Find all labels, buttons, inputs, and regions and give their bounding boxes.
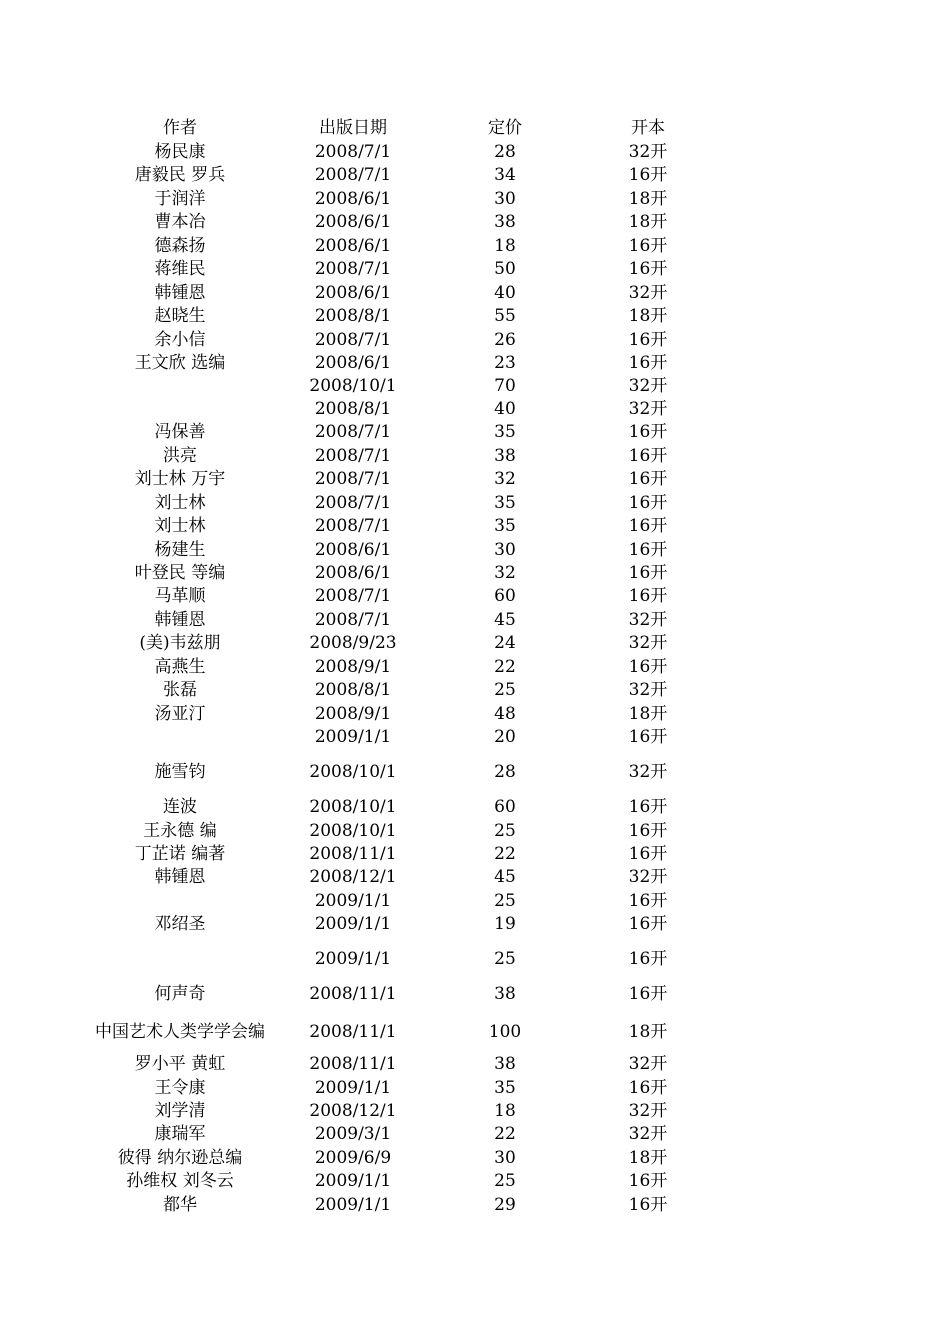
cell-price: 24 bbox=[494, 632, 516, 653]
cell-price: 29 bbox=[494, 1194, 516, 1215]
cell-author bbox=[90, 397, 270, 420]
cell-format: 16开 bbox=[628, 983, 668, 1004]
cell-author: 韩锺恩 bbox=[154, 609, 206, 630]
header-price: 定价 bbox=[488, 117, 522, 138]
table-row bbox=[0, 584, 950, 607]
table-row bbox=[0, 420, 950, 443]
table-row bbox=[0, 561, 950, 584]
table-row bbox=[0, 678, 950, 701]
table-row bbox=[0, 397, 950, 420]
cell-format: 16开 bbox=[628, 913, 668, 934]
cell-date: 2009/1/1 bbox=[314, 726, 392, 747]
cell-author: (美)韦兹朋 bbox=[139, 632, 221, 653]
cell-date: 2008/11/1 bbox=[309, 1053, 397, 1074]
table-row bbox=[0, 304, 950, 327]
cell-date: 2008/8/1 bbox=[314, 305, 392, 326]
cell-format: 16开 bbox=[628, 890, 668, 911]
cell-price: 22 bbox=[494, 656, 516, 677]
table-row bbox=[0, 257, 950, 280]
table-row bbox=[0, 1146, 950, 1169]
header-author: 作者 bbox=[163, 117, 197, 138]
table-row bbox=[0, 1076, 950, 1099]
cell-price: 60 bbox=[494, 585, 516, 606]
cell-format: 32开 bbox=[628, 679, 668, 700]
cell-price: 45 bbox=[494, 866, 516, 887]
cell-author: 马革顺 bbox=[154, 585, 206, 606]
cell-price: 28 bbox=[494, 761, 516, 782]
cell-date: 2008/10/1 bbox=[309, 796, 397, 817]
cell-date: 2008/12/1 bbox=[309, 1100, 397, 1121]
cell-price: 50 bbox=[494, 258, 516, 279]
cell-price: 25 bbox=[494, 820, 516, 841]
cell-author: 连波 bbox=[163, 796, 197, 817]
cell-date: 2008/7/1 bbox=[314, 492, 392, 513]
cell-date: 2009/3/1 bbox=[314, 1123, 392, 1144]
cell-format: 16开 bbox=[628, 468, 668, 489]
cell-date: 2008/9/1 bbox=[314, 656, 392, 677]
cell-author: 杨建生 bbox=[154, 539, 206, 560]
cell-date: 2008/7/1 bbox=[314, 141, 392, 162]
header-row bbox=[0, 116, 950, 139]
cell-date: 2009/1/1 bbox=[314, 913, 392, 934]
cell-author: 邓绍圣 bbox=[154, 913, 206, 934]
header-date: 出版日期 bbox=[319, 117, 387, 138]
cell-author: 刘士林 bbox=[154, 515, 206, 536]
table-row bbox=[0, 865, 950, 888]
cell-price: 18 bbox=[494, 235, 516, 256]
cell-format: 18开 bbox=[628, 1021, 668, 1042]
cell-date: 2008/6/1 bbox=[314, 235, 392, 256]
cell-price: 38 bbox=[494, 983, 516, 1004]
cell-author: 王令康 bbox=[154, 1077, 206, 1098]
cell-price: 32 bbox=[494, 468, 516, 489]
table-row bbox=[0, 187, 950, 210]
table-row bbox=[0, 444, 950, 467]
cell-author: 刘学清 bbox=[154, 1100, 206, 1121]
cell-price: 35 bbox=[494, 515, 516, 536]
cell-price: 70 bbox=[494, 375, 516, 396]
table-row bbox=[0, 281, 950, 304]
cell-price: 25 bbox=[494, 948, 516, 969]
cell-format: 16开 bbox=[628, 258, 668, 279]
cell-format: 18开 bbox=[628, 305, 668, 326]
table-row bbox=[0, 351, 950, 374]
cell-price: 30 bbox=[494, 188, 516, 209]
cell-author: 张磊 bbox=[163, 679, 197, 700]
cell-price: 25 bbox=[494, 679, 516, 700]
cell-price: 34 bbox=[494, 164, 516, 185]
table-row bbox=[0, 756, 950, 787]
cell-price: 40 bbox=[494, 398, 516, 419]
cell-author: 王文欣 选编 bbox=[134, 352, 226, 373]
cell-author: 德森扬 bbox=[154, 235, 206, 256]
cell-author: 于润洋 bbox=[154, 188, 206, 209]
cell-price: 40 bbox=[494, 282, 516, 303]
cell-price: 28 bbox=[494, 141, 516, 162]
cell-format: 16开 bbox=[628, 421, 668, 442]
cell-format: 18开 bbox=[628, 188, 668, 209]
table-row bbox=[0, 795, 950, 818]
cell-author: 都华 bbox=[163, 1194, 197, 1215]
cell-format: 32开 bbox=[628, 866, 668, 887]
cell-price: 30 bbox=[494, 539, 516, 560]
cell-format: 32开 bbox=[628, 375, 668, 396]
table-row bbox=[0, 538, 950, 561]
cell-date: 2008/10/1 bbox=[309, 375, 397, 396]
cell-date: 2008/6/1 bbox=[314, 562, 392, 583]
cell-price: 55 bbox=[494, 305, 516, 326]
cell-author bbox=[90, 374, 270, 397]
cell-format: 32开 bbox=[628, 141, 668, 162]
cell-date: 2008/11/1 bbox=[309, 1021, 397, 1042]
cell-date: 2008/6/1 bbox=[314, 188, 392, 209]
cell-date: 2008/7/1 bbox=[314, 258, 392, 279]
cell-date: 2008/9/23 bbox=[309, 632, 397, 653]
cell-date: 2009/6/9 bbox=[314, 1147, 392, 1168]
cell-author bbox=[90, 889, 270, 912]
cell-date: 2008/6/1 bbox=[314, 539, 392, 560]
cell-price: 19 bbox=[494, 913, 516, 934]
cell-format: 16开 bbox=[628, 585, 668, 606]
cell-format: 16开 bbox=[628, 352, 668, 373]
cell-price: 18 bbox=[494, 1100, 516, 1121]
table-row bbox=[0, 982, 950, 1005]
table-row bbox=[0, 1009, 950, 1054]
cell-format: 16开 bbox=[628, 492, 668, 513]
table-row bbox=[0, 943, 950, 974]
cell-price: 22 bbox=[494, 1123, 516, 1144]
table-row bbox=[0, 163, 950, 186]
cell-price: 48 bbox=[494, 703, 516, 724]
cell-format: 18开 bbox=[628, 211, 668, 232]
cell-format: 16开 bbox=[628, 1170, 668, 1191]
table-row bbox=[0, 725, 950, 748]
cell-date: 2008/9/1 bbox=[314, 703, 392, 724]
cell-author: 汤亚汀 bbox=[154, 703, 206, 724]
cell-format: 18开 bbox=[628, 1147, 668, 1168]
cell-author: 孙维权 刘冬云 bbox=[126, 1170, 234, 1191]
cell-price: 38 bbox=[494, 445, 516, 466]
cell-author: 高燕生 bbox=[154, 656, 206, 677]
cell-date: 2008/10/1 bbox=[309, 820, 397, 841]
table-row bbox=[0, 328, 950, 351]
cell-price: 35 bbox=[494, 421, 516, 442]
cell-author: 赵晓生 bbox=[154, 305, 206, 326]
cell-date: 2008/6/1 bbox=[314, 352, 392, 373]
cell-author bbox=[90, 725, 270, 748]
table-row bbox=[0, 140, 950, 163]
cell-date: 2008/8/1 bbox=[314, 679, 392, 700]
cell-format: 18开 bbox=[628, 703, 668, 724]
cell-date: 2008/7/1 bbox=[314, 164, 392, 185]
cell-format: 32开 bbox=[628, 1053, 668, 1074]
table-row bbox=[0, 819, 950, 842]
cell-author: 彼得 纳尔逊总编 bbox=[117, 1147, 243, 1168]
table-row bbox=[0, 702, 950, 725]
cell-author: 曹本冶 bbox=[154, 211, 206, 232]
cell-price: 30 bbox=[494, 1147, 516, 1168]
table-row bbox=[0, 210, 950, 233]
cell-format: 32开 bbox=[628, 282, 668, 303]
cell-date: 2008/10/1 bbox=[309, 761, 397, 782]
table-row bbox=[0, 1122, 950, 1145]
cell-price: 25 bbox=[494, 1170, 516, 1191]
table-row bbox=[0, 631, 950, 654]
cell-format: 16开 bbox=[628, 656, 668, 677]
cell-price: 100 bbox=[488, 1021, 522, 1042]
cell-format: 16开 bbox=[628, 562, 668, 583]
table-row bbox=[0, 912, 950, 935]
table-row bbox=[0, 1193, 950, 1216]
cell-format: 16开 bbox=[628, 843, 668, 864]
cell-price: 32 bbox=[494, 562, 516, 583]
cell-date: 2008/6/1 bbox=[314, 282, 392, 303]
cell-author: 康瑞军 bbox=[154, 1123, 206, 1144]
cell-date: 2009/1/1 bbox=[314, 1194, 392, 1215]
cell-price: 38 bbox=[494, 1053, 516, 1074]
cell-date: 2008/7/1 bbox=[314, 585, 392, 606]
cell-price: 60 bbox=[494, 796, 516, 817]
cell-author: 冯保善 bbox=[154, 421, 206, 442]
cell-date: 2008/11/1 bbox=[309, 983, 397, 1004]
cell-format: 16开 bbox=[628, 329, 668, 350]
cell-author: 刘士林 bbox=[154, 492, 206, 513]
cell-format: 16开 bbox=[628, 235, 668, 256]
cell-date: 2008/7/1 bbox=[314, 468, 392, 489]
cell-author: 丁芷诺 编著 bbox=[134, 843, 226, 864]
table-row bbox=[0, 514, 950, 537]
cell-price: 35 bbox=[494, 1077, 516, 1098]
cell-format: 16开 bbox=[628, 539, 668, 560]
cell-author: 蒋维民 bbox=[154, 258, 206, 279]
cell-author: 余小信 bbox=[154, 329, 206, 350]
cell-price: 45 bbox=[494, 609, 516, 630]
cell-format: 16开 bbox=[628, 1194, 668, 1215]
table-row bbox=[0, 491, 950, 514]
cell-format: 16开 bbox=[628, 948, 668, 969]
cell-author: 韩锺恩 bbox=[154, 866, 206, 887]
cell-date: 2009/1/1 bbox=[314, 948, 392, 969]
table-row bbox=[0, 374, 950, 397]
cell-author: 韩锺恩 bbox=[154, 282, 206, 303]
cell-format: 32开 bbox=[628, 632, 668, 653]
cell-format: 32开 bbox=[628, 398, 668, 419]
cell-date: 2008/11/1 bbox=[309, 843, 397, 864]
cell-price: 22 bbox=[494, 843, 516, 864]
table-row bbox=[0, 234, 950, 257]
table-row bbox=[0, 467, 950, 490]
table-row bbox=[0, 655, 950, 678]
cell-author: 刘士林 万宇 bbox=[134, 468, 226, 489]
cell-date: 2008/12/1 bbox=[309, 866, 397, 887]
cell-date: 2008/7/1 bbox=[314, 329, 392, 350]
cell-format: 32开 bbox=[628, 609, 668, 630]
cell-date: 2008/7/1 bbox=[314, 421, 392, 442]
header-format: 开本 bbox=[631, 117, 665, 138]
cell-format: 16开 bbox=[628, 820, 668, 841]
cell-date: 2009/1/1 bbox=[314, 890, 392, 911]
cell-author bbox=[90, 943, 270, 974]
cell-price: 26 bbox=[494, 329, 516, 350]
cell-author: 施雪钧 bbox=[154, 761, 206, 782]
cell-author: 中国艺术人类学学会编 bbox=[95, 1021, 265, 1042]
cell-format: 16开 bbox=[628, 796, 668, 817]
table-row bbox=[0, 1169, 950, 1192]
table-row bbox=[0, 842, 950, 865]
table-row bbox=[0, 1052, 950, 1075]
table-row bbox=[0, 889, 950, 912]
table-row bbox=[0, 1099, 950, 1122]
cell-author: 唐毅民 罗兵 bbox=[134, 164, 226, 185]
cell-author: 杨民康 bbox=[154, 141, 206, 162]
cell-author: 王永德 编 bbox=[143, 820, 217, 841]
cell-format: 32开 bbox=[628, 1100, 668, 1121]
cell-price: 23 bbox=[494, 352, 516, 373]
cell-price: 35 bbox=[494, 492, 516, 513]
cell-format: 16开 bbox=[628, 445, 668, 466]
cell-date: 2008/8/1 bbox=[314, 398, 392, 419]
cell-format: 16开 bbox=[628, 515, 668, 536]
cell-format: 16开 bbox=[628, 726, 668, 747]
cell-format: 16开 bbox=[628, 1077, 668, 1098]
cell-date: 2008/7/1 bbox=[314, 445, 392, 466]
cell-date: 2009/1/1 bbox=[314, 1170, 392, 1191]
cell-format: 32开 bbox=[628, 761, 668, 782]
cell-price: 25 bbox=[494, 890, 516, 911]
cell-author: 叶登民 等编 bbox=[134, 562, 226, 583]
cell-price: 20 bbox=[494, 726, 516, 747]
cell-author: 何声奇 bbox=[154, 983, 206, 1004]
cell-author: 罗小平 黄虹 bbox=[134, 1053, 226, 1074]
cell-date: 2008/7/1 bbox=[314, 515, 392, 536]
cell-date: 2009/1/1 bbox=[314, 1077, 392, 1098]
cell-date: 2008/6/1 bbox=[314, 211, 392, 232]
cell-format: 16开 bbox=[628, 164, 668, 185]
cell-date: 2008/7/1 bbox=[314, 609, 392, 630]
cell-format: 32开 bbox=[628, 1123, 668, 1144]
cell-author: 洪亮 bbox=[163, 445, 197, 466]
table-row bbox=[0, 608, 950, 631]
cell-price: 38 bbox=[494, 211, 516, 232]
